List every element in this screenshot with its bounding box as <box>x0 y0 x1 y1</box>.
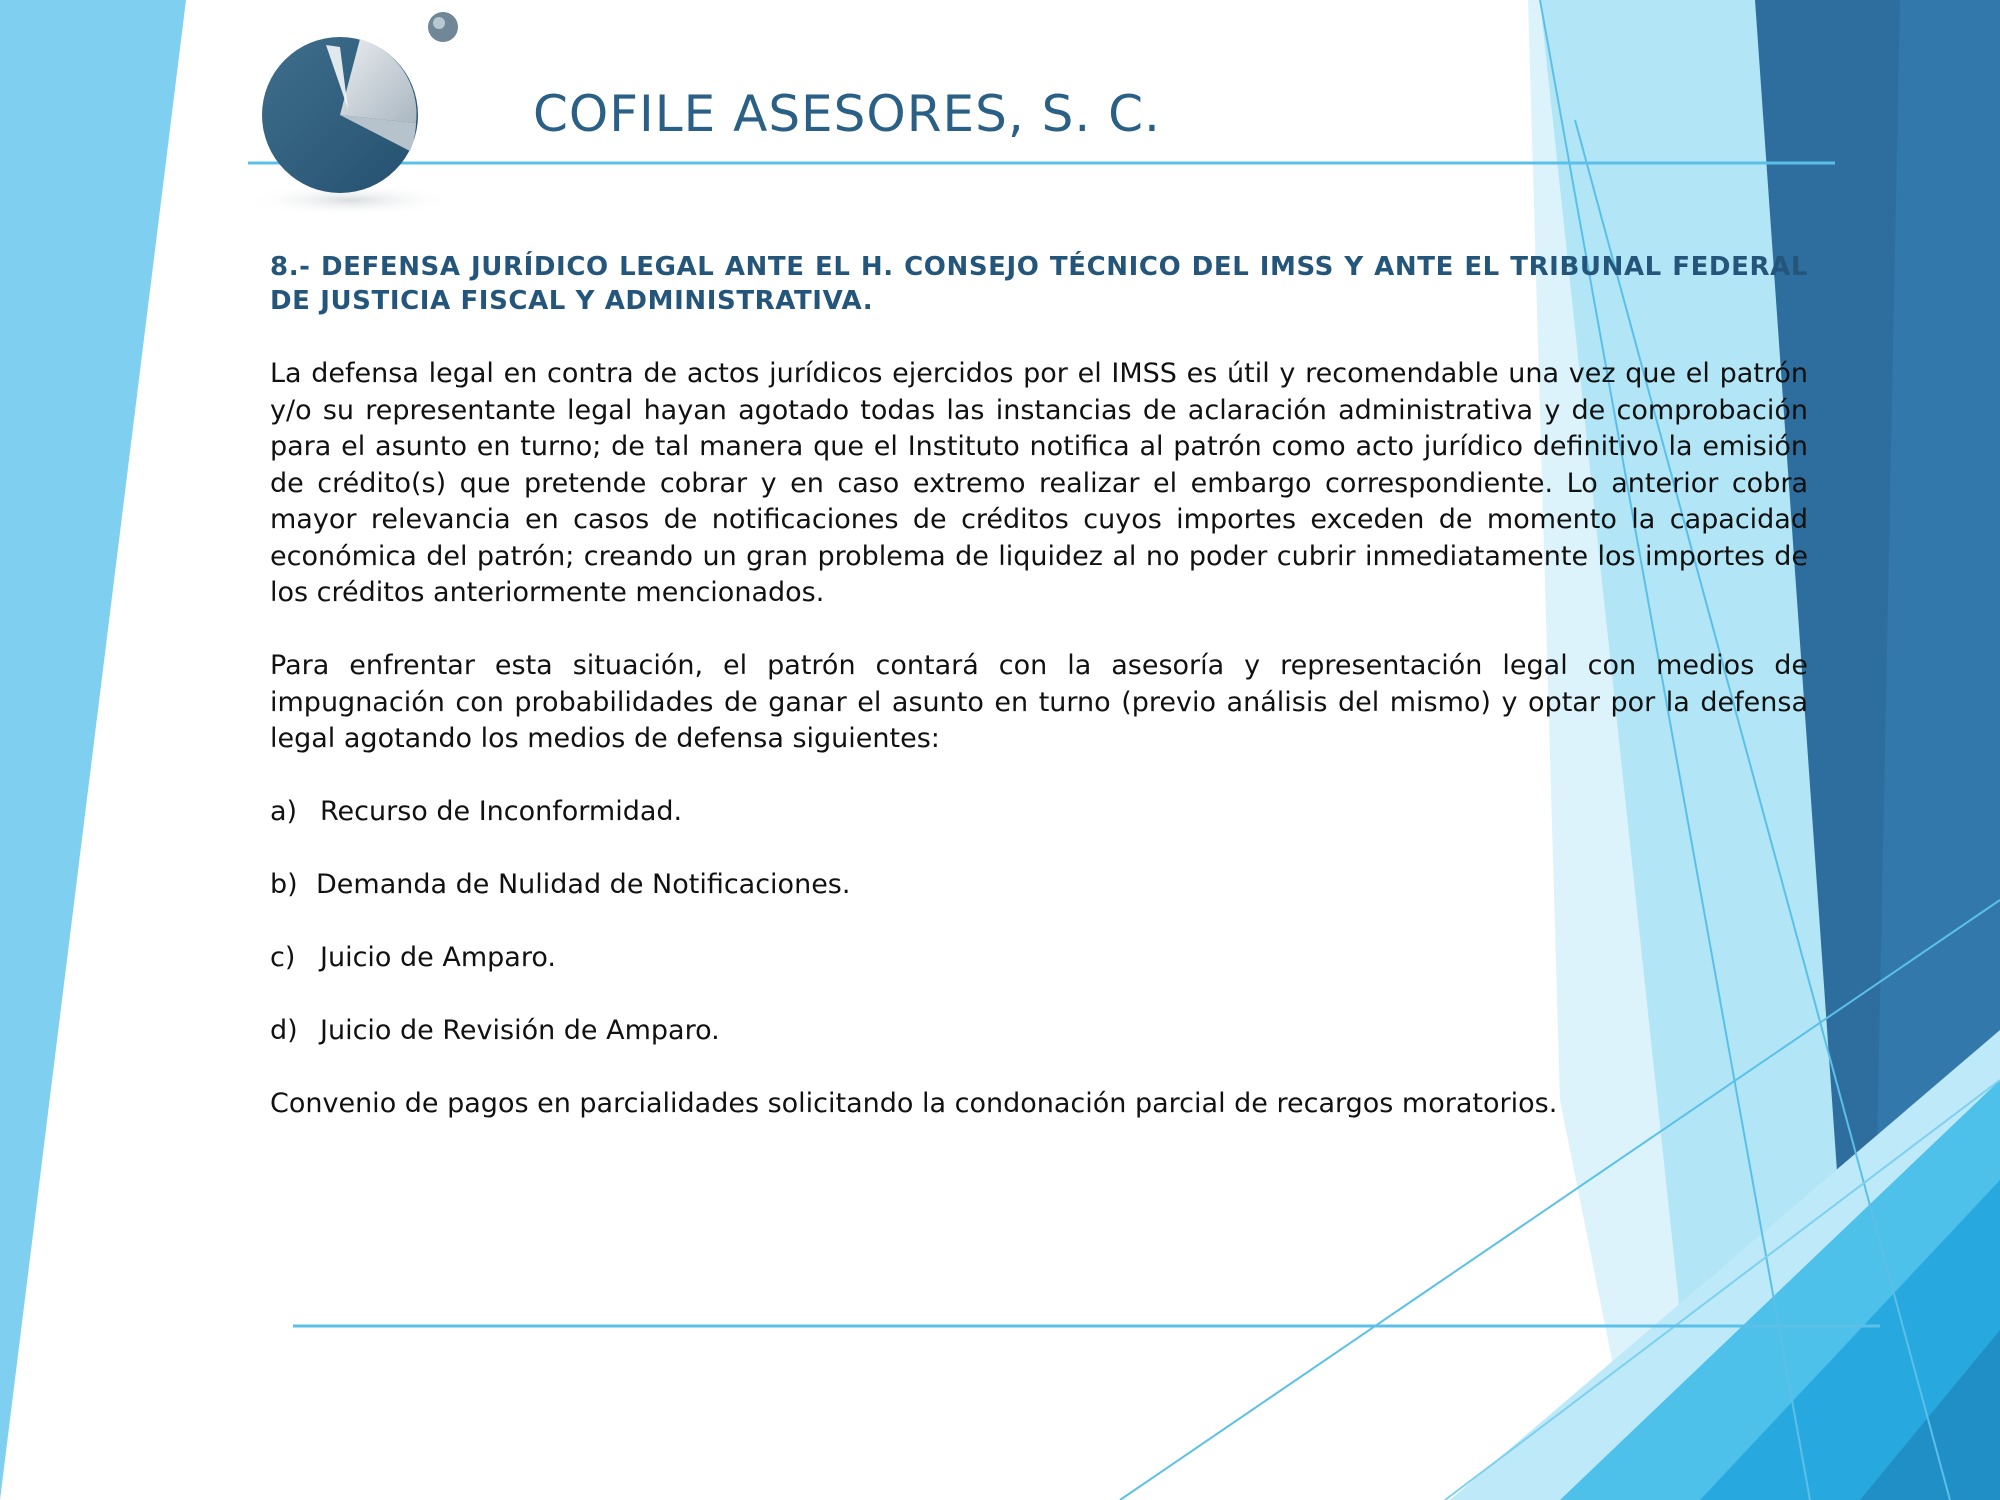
list-item <box>270 794 1808 831</box>
list-marker: b) <box>270 869 298 900</box>
paragraph-strategy: Para enfrentar esta situación, el patrón contará con la asesoría y representación legal con medios de impugnación con probabilidades de ganar el asunto en turno (previo análisis del mismo) y optar por la defensa legal agotando los medios de defensa siguientes: <box>270 650 1808 754</box>
list-item-text: Juicio de Amparo. <box>320 942 556 973</box>
closing-line: Convenio de pagos en parcialidades solicitando la condonación parcial de recargos moratorios. <box>270 1088 1558 1119</box>
slide-content <box>270 250 1808 1123</box>
company-title: COFILE ASESORES, S. C. <box>533 85 1161 143</box>
left-accent-wedge <box>0 0 186 1500</box>
spacer <box>270 904 1808 941</box>
list-marker: a) <box>270 796 298 827</box>
list-item-text: Demanda de Nulidad de Notificaciones. <box>316 869 851 900</box>
paragraph-intro: La defensa legal en contra de actos jurídicos ejercidos por el IMSS es útil y recomendable una vez que el patrón y/o su representante legal hayan agotado todas las instancias de aclaración administrativa y de comprobación para el asunto en turno; de tal manera que el Instituto notifica al patrón como acto jurídico definitivo la emisión de crédito(s) que pretende cobrar y en caso extremo realizar el embargo correspondiente. Lo anterior cobra mayor relevancia en casos de notificaciones de créditos cuyos importes exceden de momento la capacidad económica del patrón; creando un gran problema de liquidez al no poder cubrir inmediatamente los importes de los créditos anteriormente mencionados. <box>270 358 1808 608</box>
list-marker: c) <box>270 942 296 973</box>
list-item <box>270 867 1808 904</box>
spacer <box>270 758 1808 795</box>
list-item-text: Recurso de Inconformidad. <box>320 796 683 827</box>
list-item-text: Juicio de Revisión de Amparo. <box>320 1015 720 1046</box>
spacer <box>270 612 1808 649</box>
list-item <box>270 940 1808 977</box>
cofile-pie-logo-icon <box>240 5 470 220</box>
spacer <box>270 318 1808 356</box>
list-item <box>270 1013 1808 1050</box>
spacer <box>270 1050 1808 1087</box>
section-heading: 8.- DEFENSA JURÍDICO LEGAL ANTE EL H. CONSEJO TÉCNICO DEL IMSS Y ANTE EL TRIBUNAL FEDERAL DE JUSTICIA FISCAL Y ADMINISTRATIVA. <box>270 252 1808 316</box>
spacer <box>270 977 1808 1014</box>
list-marker: d) <box>270 1015 298 1046</box>
spacer <box>270 831 1808 868</box>
